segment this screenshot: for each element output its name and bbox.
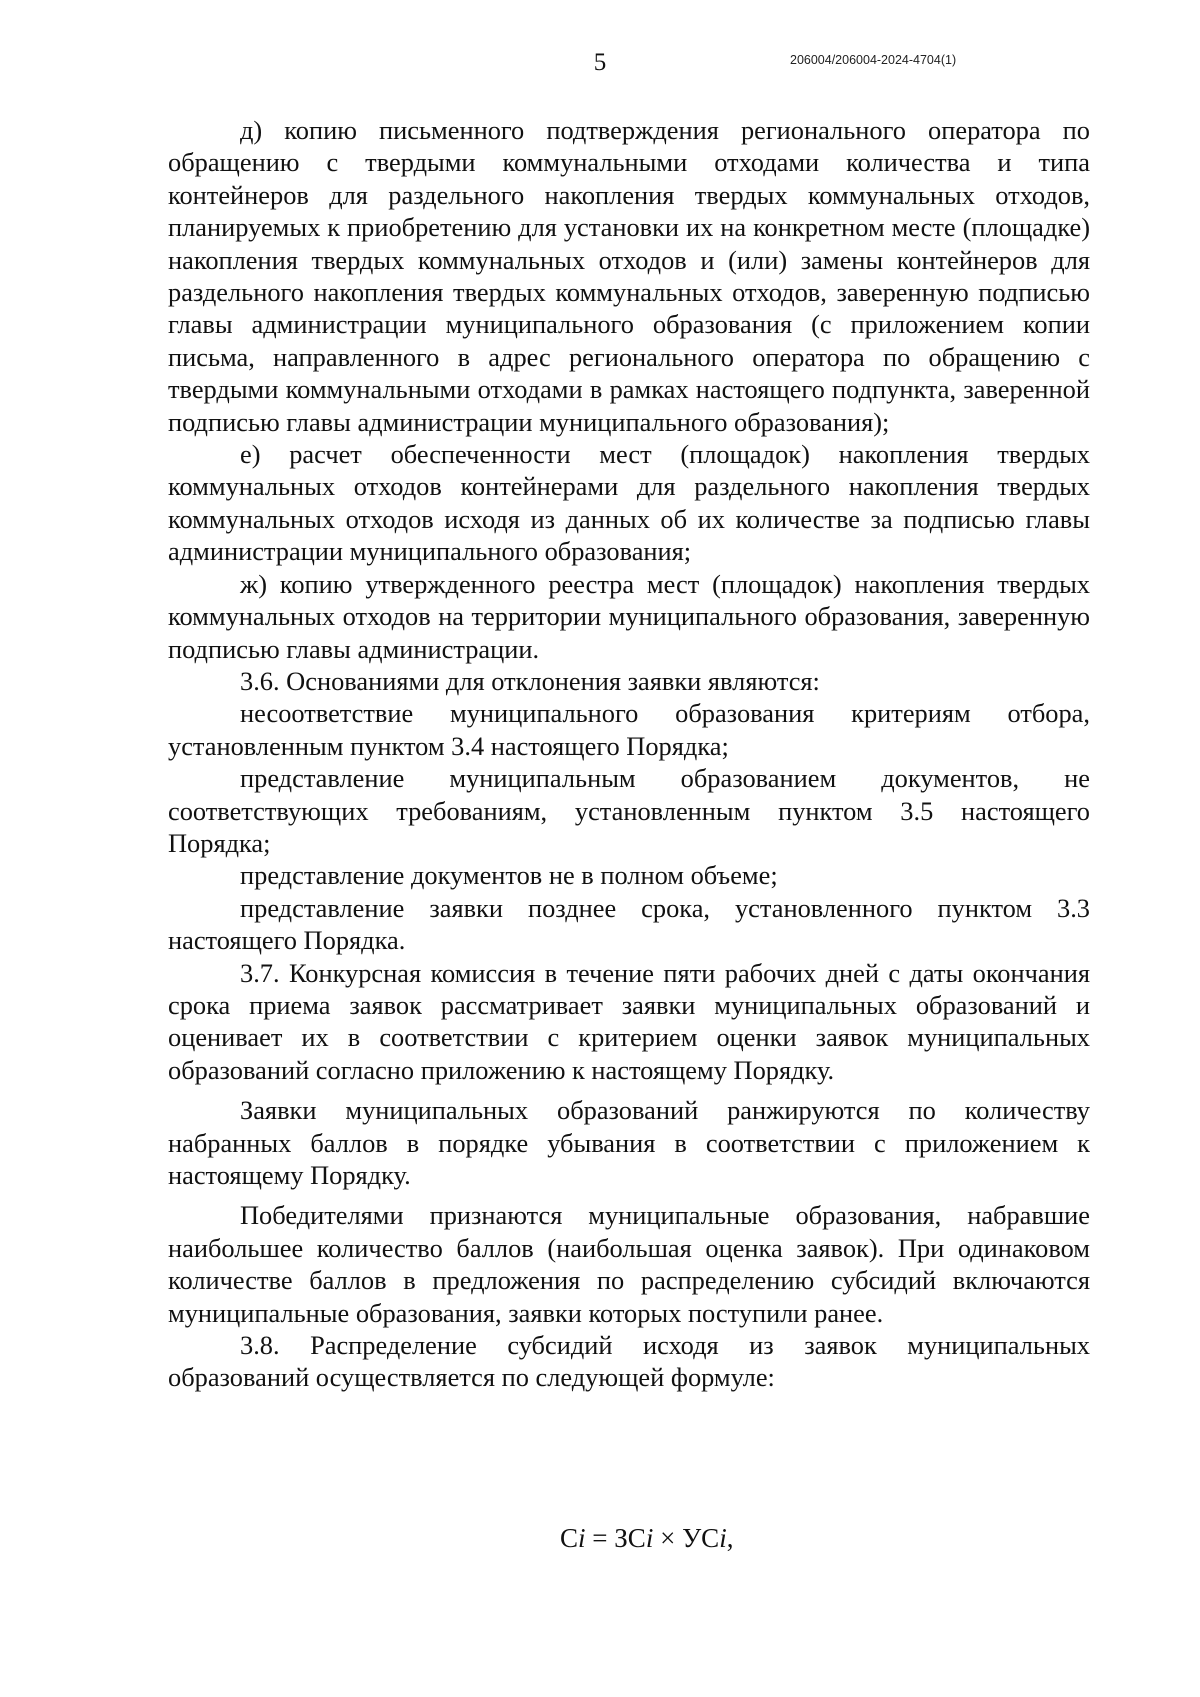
formula-times: × [653, 1523, 683, 1553]
ranking-paragraph: Заявки муниципальных образований ранжируются по количеству набранных баллов в порядке убывания в соответствии с приложением к настоящему Порядку. [168, 1095, 1090, 1190]
formula-term-us: УС [682, 1523, 720, 1553]
formula-term-zs: ЗС [614, 1523, 646, 1553]
paragraph-d: д) копию письменного подтверждения регионального оператора по обращению с твердыми коммунальными отходами количества и типа контейнеров для раздельного накопления твердых коммунальных отходов, планируемых к приобретению для установки их на конкретном месте (площадке) накопления твердых коммунальных отходов и (или) замены контейнеров для раздельного накопления твердых коммунальных отходов, заверенную подписью главы администрации муниципального образования (с приложением копии письма, направленного в адрес регионального оператора по обращению с твердыми коммунальными отходами в рамках настоящего подпункта, заверенной подписью главы администрации муниципального образования); [168, 115, 1090, 437]
page-number: 5 [593, 49, 607, 76]
section-3-6-heading: 3.6. Основаниями для отклонения заявки являются: [240, 665, 820, 696]
paragraph-zh: ж) копию утвержденного реестра мест (площадок) накопления твердых коммунальных отходов на территории муниципального образования, заверенную подписью главы администрации. [168, 568, 1090, 664]
rejection-reason-2: представление муниципальным образованием документов, не соответствующих требованиям, установленным пунктом 3.5 настоящего Порядка; [168, 763, 1090, 858]
section-3-8: 3.8. Распределение субсидий исходя из заявок муниципальных образований осуществляется по следующей формуле: [168, 1330, 1090, 1393]
rejection-reason-4: представление заявки позднее срока, установленного пунктом 3.3 настоящего Порядка. [168, 892, 1090, 956]
formula-term-us-index: i [719, 1523, 727, 1553]
winners-paragraph: Победителями признаются муниципальные образования, набравшие наибольшее количество баллов (наибольшая оценка заявок). При одинаковом количестве баллов в предложения по распределению субсидий включаются муниципальные образования, заявки которых поступили ранее. [168, 1200, 1090, 1328]
document-id: 206004/206004-2024-4704(1) [790, 53, 957, 67]
rejection-reason-1: несоответствие муниципального образования критериям отбора, установленным пунктом 3.4 настоящего Порядка; [168, 698, 1090, 761]
formula-tail: , [726, 1523, 734, 1553]
formula-lhs-index: i [578, 1523, 586, 1553]
formula-term-zs-index: i [645, 1523, 654, 1553]
section-3-7: 3.7. Конкурсная комиссия в течение пяти рабочих дней с даты окончания срока приема заявок рассматривает заявки муниципальных образований и оценивает их в соответствии с критерием оценки заявок муниципальных образований согласно приложению к настоящему Порядку. [168, 957, 1090, 1085]
distribution-formula [560, 1522, 800, 1554]
formula-lhs: C [560, 1523, 579, 1553]
rejection-reason-3: представление документов не в полном объеме; [240, 860, 778, 891]
formula-equals: = [585, 1523, 615, 1553]
document-body [168, 114, 1090, 1394]
paragraph-e: е) расчет обеспеченности мест (площадок) накопления твердых коммунальных отходов контейнерами для раздельного накопления твердых коммунальных отходов исходя из данных об их количестве за подписью главы администрации муниципального образования; [168, 439, 1090, 567]
